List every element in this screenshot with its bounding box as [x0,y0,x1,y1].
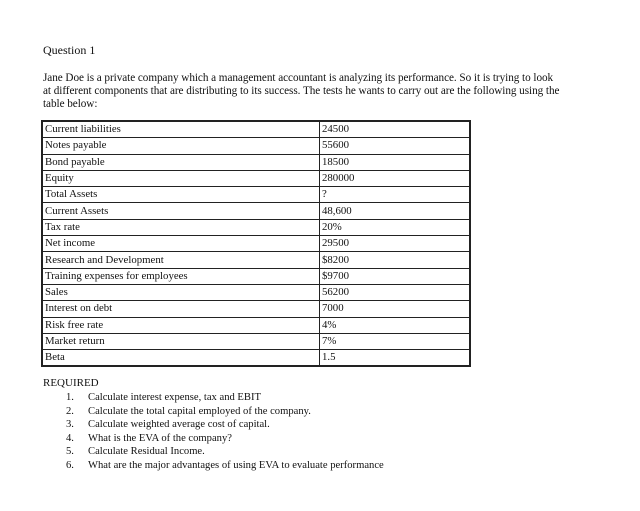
task-number: 5. [66,446,74,458]
row-label: Training expenses for employees [42,268,320,284]
list-item [66,459,384,473]
intro-paragraph [43,72,639,112]
intro-line: Jane Doe is a private company which a management accountant is analyzing its performance. So it is trying to look [43,72,554,84]
row-value: 29500 [320,236,471,252]
table-row [42,203,470,219]
row-label: Net income [42,236,320,252]
row-value: 55600 [320,138,471,154]
task-text: Calculate Residual Income. [88,446,205,458]
table-row [42,138,470,154]
task-text: What is the EVA of the company? [88,432,232,444]
row-value: 4% [320,317,471,333]
table-row [42,252,470,268]
row-value: 20% [320,219,471,235]
row-label: Total Assets [42,187,320,203]
task-number: 4. [66,432,74,444]
task-list [66,391,384,473]
task-text: Calculate the total capital employed of the company. [88,405,311,417]
task-number: 3. [66,419,74,431]
row-value: 48,600 [320,203,471,219]
list-item [66,432,384,446]
financial-data-table [41,120,471,367]
row-label: Bond payable [42,154,320,170]
row-label: Market return [42,333,320,349]
question-title: Question 1 [43,43,96,57]
list-item [66,445,384,459]
table-row [42,350,470,367]
row-label: Sales [42,284,320,300]
row-label: Tax rate [42,219,320,235]
intro-line: table below: [43,98,98,111]
table-row [42,268,470,284]
table-row [42,236,470,252]
task-number: 2. [66,405,74,417]
row-label: Research and Development [42,252,320,268]
row-value: 24500 [320,121,471,138]
list-item [66,418,384,432]
row-label: Beta [42,350,320,367]
row-value: $8200 [320,252,471,268]
table-row [42,333,470,349]
row-value: 1.5 [320,350,471,367]
table-row [42,154,470,170]
row-label: Current liabilities [42,121,320,138]
row-value: $9700 [320,268,471,284]
row-value: 56200 [320,284,471,300]
row-label: Equity [42,170,320,186]
table-row [42,187,470,203]
intro-line: at different components that are distributing to its success. The tests he wants to carry out are the following using the [43,85,560,98]
table-row [42,121,470,138]
table-row [42,301,470,317]
row-label: Interest on debt [42,301,320,317]
list-item [66,391,384,405]
task-text: What are the major advantages of using EVA to evaluate performance [88,459,384,471]
row-label: Risk free rate [42,317,320,333]
row-value: 7% [320,333,471,349]
row-value: 280000 [320,170,471,186]
task-text: Calculate interest expense, tax and EBIT [88,392,261,403]
row-value: 7000 [320,301,471,317]
table-row [42,219,470,235]
row-value: ? [320,187,471,203]
row-label: Notes payable [42,138,320,154]
row-value: 18500 [320,154,471,170]
required-heading: REQUIRED [43,377,99,389]
task-number: 6. [66,459,74,471]
table-row [42,284,470,300]
list-item [66,405,384,419]
table-row [42,170,470,186]
task-number: 1. [66,392,74,403]
task-text: Calculate weighted average cost of capital. [88,419,270,431]
table-row [42,317,470,333]
row-label: Current Assets [42,203,320,219]
